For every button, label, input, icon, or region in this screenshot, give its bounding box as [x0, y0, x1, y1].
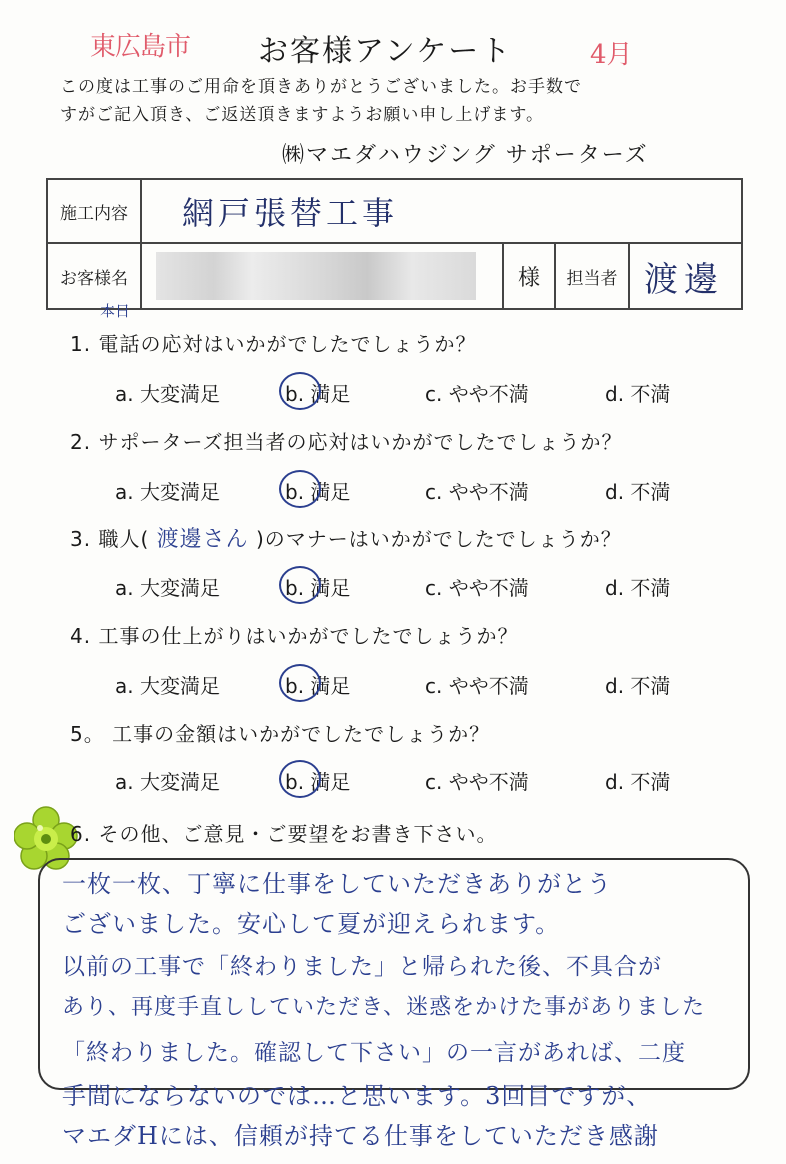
q1-option-d[interactable]: d. 不満 — [605, 382, 671, 406]
q3-option-b-letter: b. — [285, 576, 305, 600]
comment-line-1: 一枚一枚、丁寧に仕事をしていただきありがとう — [62, 870, 612, 898]
intro-line-1: この度は工事のご用命を頂きありがとうございました。お手数で — [60, 77, 582, 97]
work-value-cell — [141, 179, 742, 243]
question-1-text: 電話の応対はいかがでしたでしょうか？ — [98, 332, 477, 356]
q2-option-a[interactable]: a. 大変満足 — [115, 480, 220, 504]
intro-line-2: すがご記入頂き、ご返送頂きますようお願い申し上げます。 — [60, 105, 544, 125]
customer-name-cell — [141, 243, 503, 309]
info-table — [46, 178, 743, 310]
question-2-number: 2. — [70, 430, 92, 454]
question-5-text: 工事の金額はいかがでしたでしょうか？ — [112, 722, 491, 746]
question-3 — [70, 522, 622, 553]
q5-option-d[interactable]: d. 不満 — [605, 770, 671, 794]
q5-option-c[interactable]: c. やや不満 — [425, 770, 529, 794]
question-3-inline-handwritten: 渡邊さん — [156, 527, 249, 552]
question-1-number: 1. — [70, 332, 92, 356]
q1-option-b-letter: b. — [285, 382, 305, 406]
q1-option-c[interactable]: c. やや不満 — [425, 382, 529, 406]
work-value: 網戸張替工事 — [182, 194, 399, 232]
month-handwritten: 4月 — [590, 40, 633, 70]
question-4 — [70, 620, 518, 649]
question-3-text-post: )のマナーはいかがでしたでしょうか？ — [256, 527, 622, 551]
comment-line-7: マエダHには、信頼が持てる仕事をしていただき感謝 — [62, 1122, 659, 1150]
area-handwritten: 東広島市 — [90, 32, 191, 62]
q4-selected-circle — [279, 664, 321, 702]
q5-selected-circle — [279, 760, 321, 798]
q4-option-a[interactable]: a. 大変満足 — [115, 674, 220, 698]
question-5 — [70, 718, 490, 747]
q4-option-d[interactable]: d. 不満 — [605, 674, 671, 698]
q2-option-b-label: 満足 — [310, 480, 351, 504]
q5-option-a[interactable]: a. 大変満足 — [115, 770, 220, 794]
company-name: ㈱マエダハウジング サポーターズ — [282, 143, 649, 168]
q4-option-c[interactable]: c. やや不満 — [425, 674, 529, 698]
q4-option-b-label: 満足 — [310, 674, 351, 698]
q3-option-d[interactable]: d. 不満 — [605, 576, 671, 600]
question-2-text: サポーターズ担当者の応対はいかがでしたでしょうか？ — [98, 430, 623, 454]
q3-option-c[interactable]: c. やや不満 — [425, 576, 529, 600]
q2-option-b-letter: b. — [285, 480, 305, 504]
comment-line-2: ございました。安心して夏が迎えられます。 — [62, 910, 561, 938]
page-title: お客様アンケート — [258, 34, 513, 69]
question-4-text: 工事の仕上がりはいかがでしたでしょうか？ — [98, 624, 519, 648]
question-3-text-pre: 職人( — [98, 527, 150, 551]
question-3-options — [115, 572, 735, 601]
question-6-text: その他、ご意見・ご要望をお書き下さい。 — [98, 822, 498, 846]
question-5-number: 5。 — [70, 722, 105, 746]
comment-line-5: 「終わりました。確認して下さい」の一言があれば、二度 — [62, 1040, 686, 1066]
q5-option-b-label: 満足 — [310, 770, 351, 794]
q2-option-c[interactable]: c. やや不満 — [425, 480, 529, 504]
question-4-number: 4. — [70, 624, 92, 648]
comment-line-6: 手間にならないのでは…と思います。3回目ですが、 — [62, 1082, 652, 1110]
staff-label: 担当者 — [555, 243, 629, 309]
q3-option-b[interactable] — [285, 572, 425, 601]
comment-line-4: あり、再度手直ししていただき、迷惑をかけた事がありました — [62, 995, 706, 1020]
question-6 — [70, 818, 497, 847]
question-1 — [70, 328, 476, 357]
q3-option-b-label: 満足 — [310, 576, 351, 600]
customer-label: お客様名 — [47, 243, 141, 309]
comment-line-3: 以前の工事で「終わりました」と帰られた後、不具合が — [62, 954, 662, 980]
q4-option-b[interactable] — [285, 670, 425, 699]
q1-selected-circle — [279, 372, 321, 410]
q3-option-a[interactable]: a. 大変満足 — [115, 576, 220, 600]
work-label: 施工内容 — [47, 179, 141, 243]
question-6-number: 6. — [70, 822, 92, 846]
question-2-options — [115, 476, 735, 505]
q1-option-b[interactable] — [285, 378, 425, 407]
question-1-options — [115, 378, 735, 407]
q2-option-d[interactable]: d. 不満 — [605, 480, 671, 504]
question-3-number: 3. — [70, 527, 92, 551]
q3-selected-circle — [279, 566, 321, 604]
q1-note-handwritten: 本日 — [100, 302, 131, 320]
question-5-options — [115, 766, 735, 795]
q2-selected-circle — [279, 470, 321, 508]
q4-option-b-letter: b. — [285, 674, 305, 698]
staff-value-cell — [629, 243, 742, 309]
customer-name-redacted — [156, 252, 476, 300]
staff-value: 渡邊 — [644, 259, 724, 300]
q2-option-b[interactable] — [285, 476, 425, 505]
question-2 — [70, 426, 622, 455]
honorific: 様 — [503, 243, 555, 309]
q5-option-b-letter: b. — [285, 770, 305, 794]
q5-option-b[interactable] — [285, 766, 425, 795]
q1-option-b-label: 満足 — [310, 382, 351, 406]
question-4-options — [115, 670, 735, 699]
q1-option-a[interactable]: a. 大変満足 — [115, 382, 220, 406]
